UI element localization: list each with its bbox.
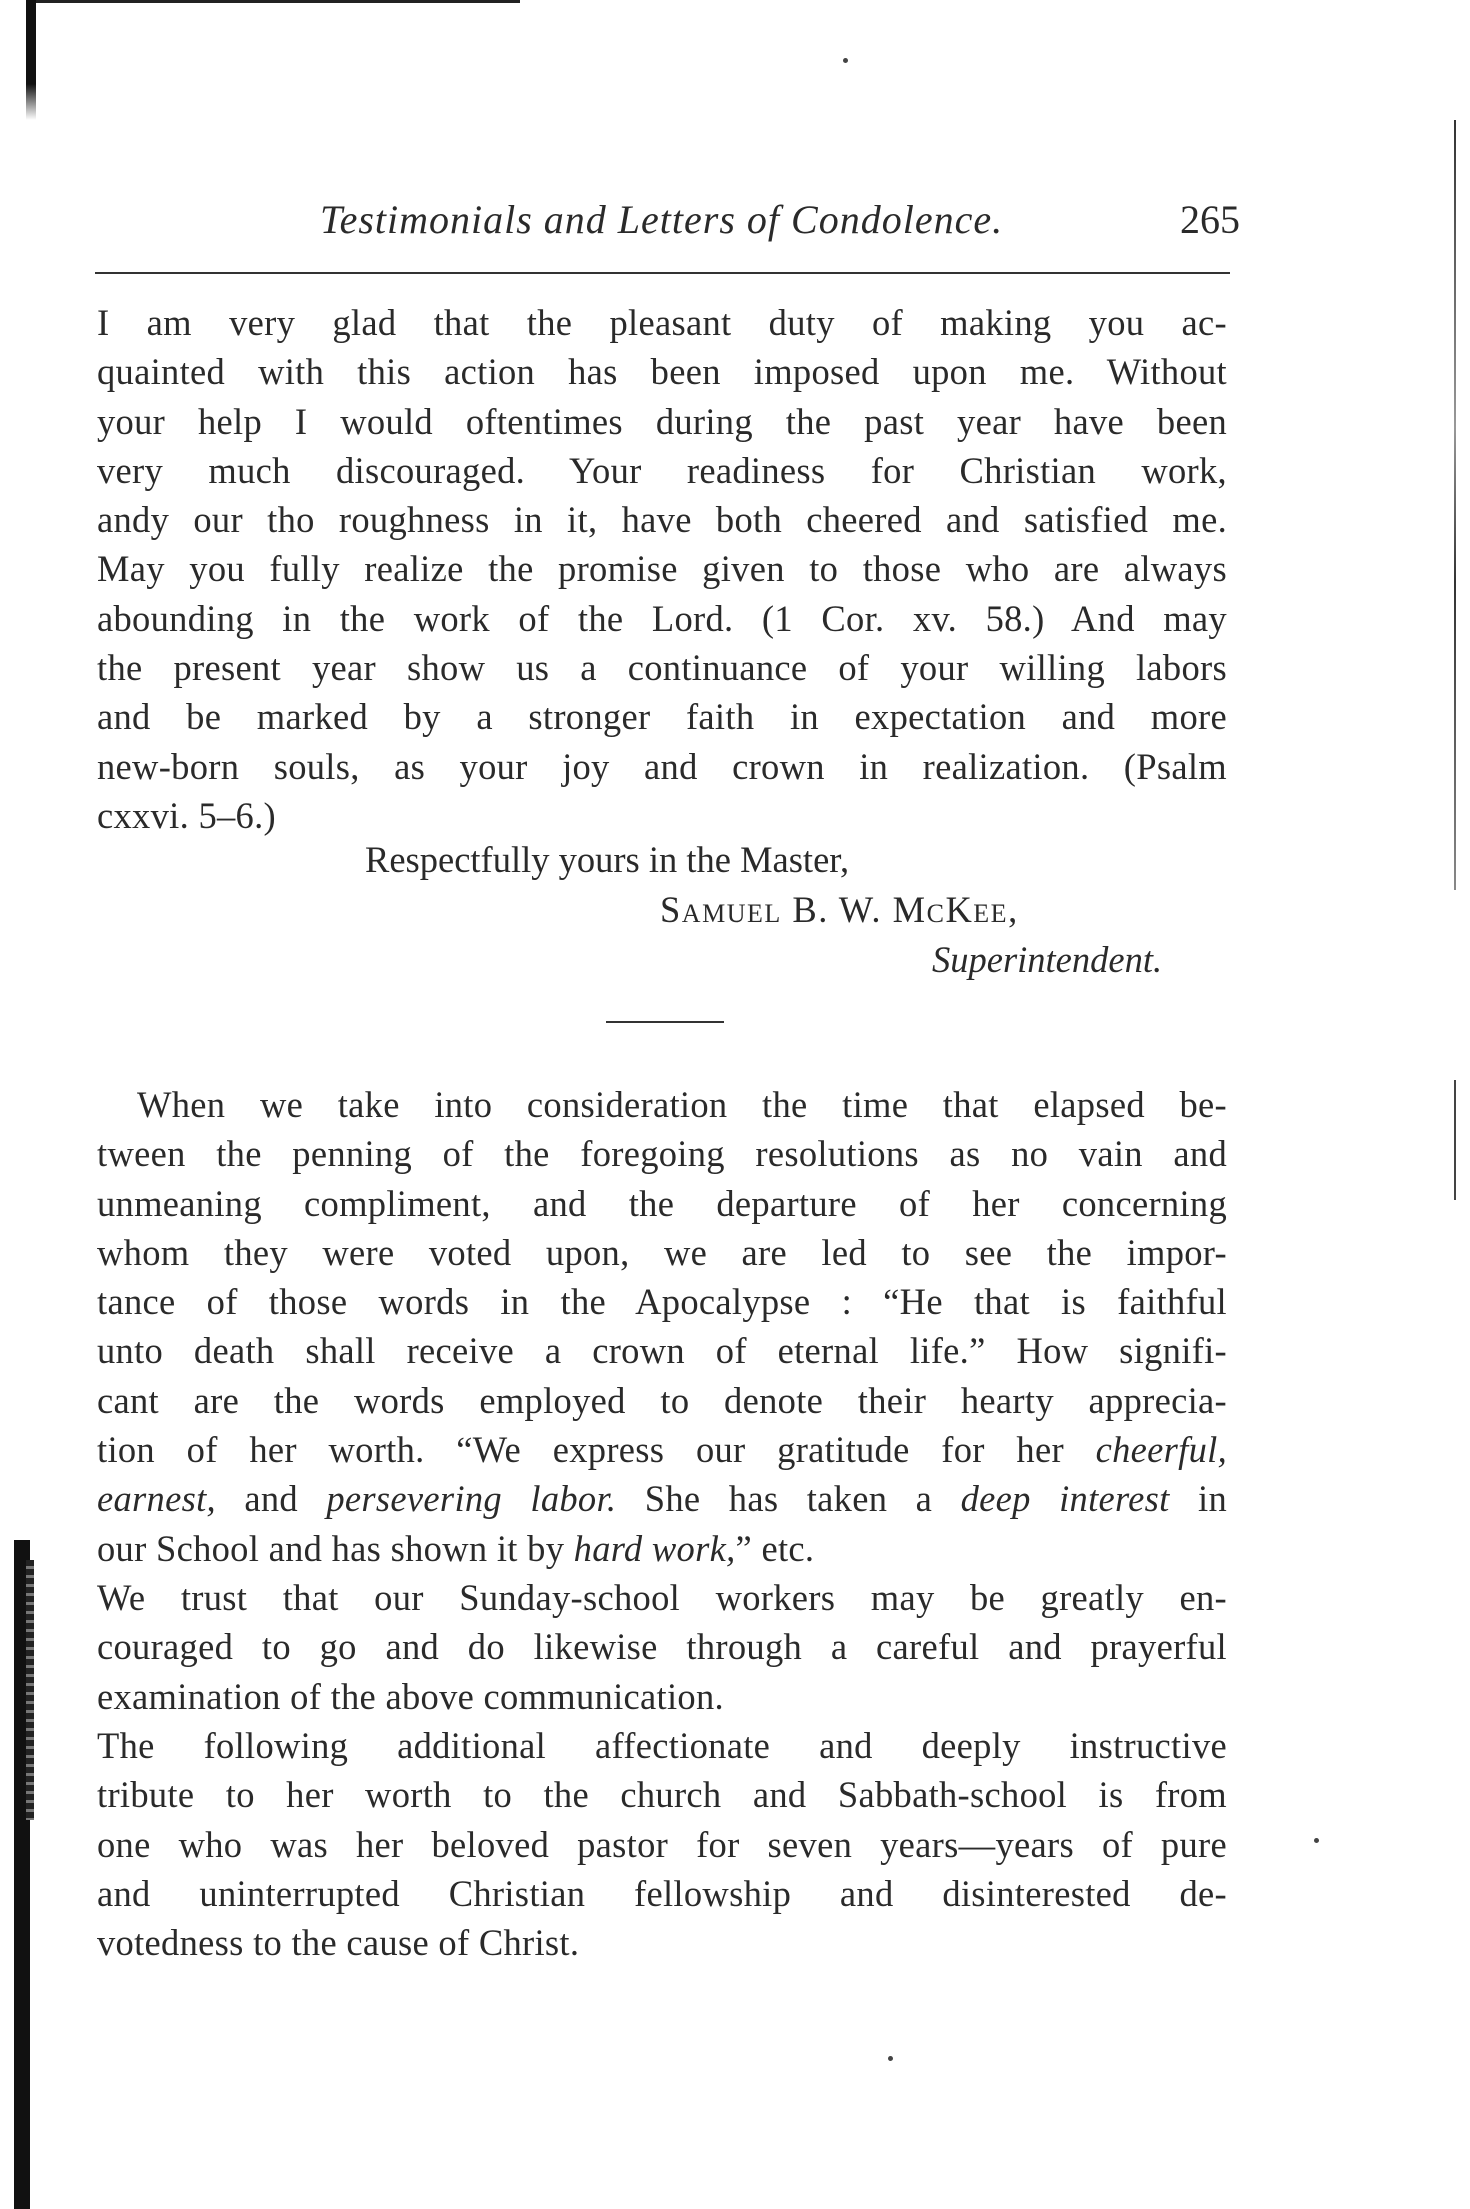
text-run: tion of her worth. “We express our gratitude for her [97,1429,1096,1471]
text-line: andy our tho roughness in it, have both cheered and satisfied me. [97,499,1227,541]
italic-run: earnest, [97,1478,216,1520]
letter-text [97,298,1227,840]
header-rule [95,272,1230,274]
scan-edge-corner [26,0,36,120]
running-title: Testimonials and Letters of Condolence. [320,197,1004,242]
paragraph-3 [97,1721,1227,1967]
text-run: She has taken a [616,1478,961,1520]
text-line: quainted with this action has been imposed upon me. Without [97,351,1227,393]
signature-title: Superintendent. [932,939,1163,980]
text-line: and be marked by a stronger faith in expectation and more [97,696,1227,738]
scan-edge-top [30,0,520,11]
text-line: cant are the words employed to denote their hearty apprecia- [97,1379,1227,1421]
italic-run: persevering labor. [326,1478,617,1520]
text-line: abounding in the work of the Lord. (1 Cor. xv. 58.) And may [97,597,1227,639]
page-number: 265 [1180,197,1240,242]
scan-edge-right-lower [1454,1080,1456,1200]
paragraph-2 [97,1573,1227,1721]
text-line: your help I would oftentimes during the past year have been [97,400,1227,442]
text-line: tribute to her worth to the church and Sabbath-school is from [97,1774,1227,1816]
text-line: the present year show us a continuance of your willing labors [97,647,1227,689]
text-line: unmeaning compliment, and the departure of her concerning [97,1182,1227,1224]
signature-name: Samuel B. W. McKee, [660,889,1019,930]
text-line: examination of the above communication. [97,1675,724,1717]
italic-run: hard work, [573,1527,736,1569]
paragraph-1 [97,1080,1227,1573]
text-line: tween the penning of the foregoing resolutions as no vain and [97,1133,1227,1175]
letter-closing: Respectfully yours in the Master, [365,839,850,880]
scan-speck [843,58,848,63]
scan-speck [1314,1838,1319,1843]
text-line [97,1524,1227,1573]
text-line [97,1474,1227,1523]
text-line: whom they were voted upon, we are led to see the impor- [97,1231,1227,1273]
italic-run: deep interest [960,1478,1170,1520]
text-line: unto death shall receive a crown of eternal life.” How signifi- [97,1330,1227,1372]
text-line: and uninterrupted Christian fellowship and disinterested de- [97,1872,1227,1914]
scan-speck [888,2056,893,2061]
scan-edge-right [1454,120,1456,890]
italic-run: cheerful, [1095,1429,1227,1471]
text-line: tance of those words in the Apocalypse : “He that is faithful [97,1281,1227,1323]
text-line [97,1425,1227,1474]
text-run: ” etc. [735,1527,815,1569]
text-line: We trust that our Sunday-school workers may be greatly en- [97,1577,1227,1618]
text-line: votedness to the cause of Christ. [97,1922,580,1964]
text-line: new-born souls, as your joy and crown in realization. (Psalm [97,745,1227,787]
text-line: The following additional affectionate and deeply instructive [97,1725,1227,1766]
text-line: cxxvi. 5–6.) [97,794,276,836]
text-line: very much discouraged. Your readiness for Christian work, [97,449,1227,491]
text-run: our School and has shown it by [97,1527,574,1569]
scan-edge-left-texture [26,1560,34,1820]
section-divider [606,1021,724,1023]
text-line: one who was her beloved pastor for seven years—years of pure [97,1823,1227,1865]
text-line: When we take into consideration the time that elapsed be- [137,1084,1227,1125]
text-line: I am very glad that the pleasant duty of making you ac- [97,302,1227,343]
text-run: and [215,1478,327,1520]
running-head [120,192,1240,248]
text-run: in [1169,1478,1227,1520]
text-line: May you fully realize the promise given to those who are always [97,548,1227,590]
text-line: couraged to go and do likewise through a careful and prayerful [97,1626,1227,1668]
